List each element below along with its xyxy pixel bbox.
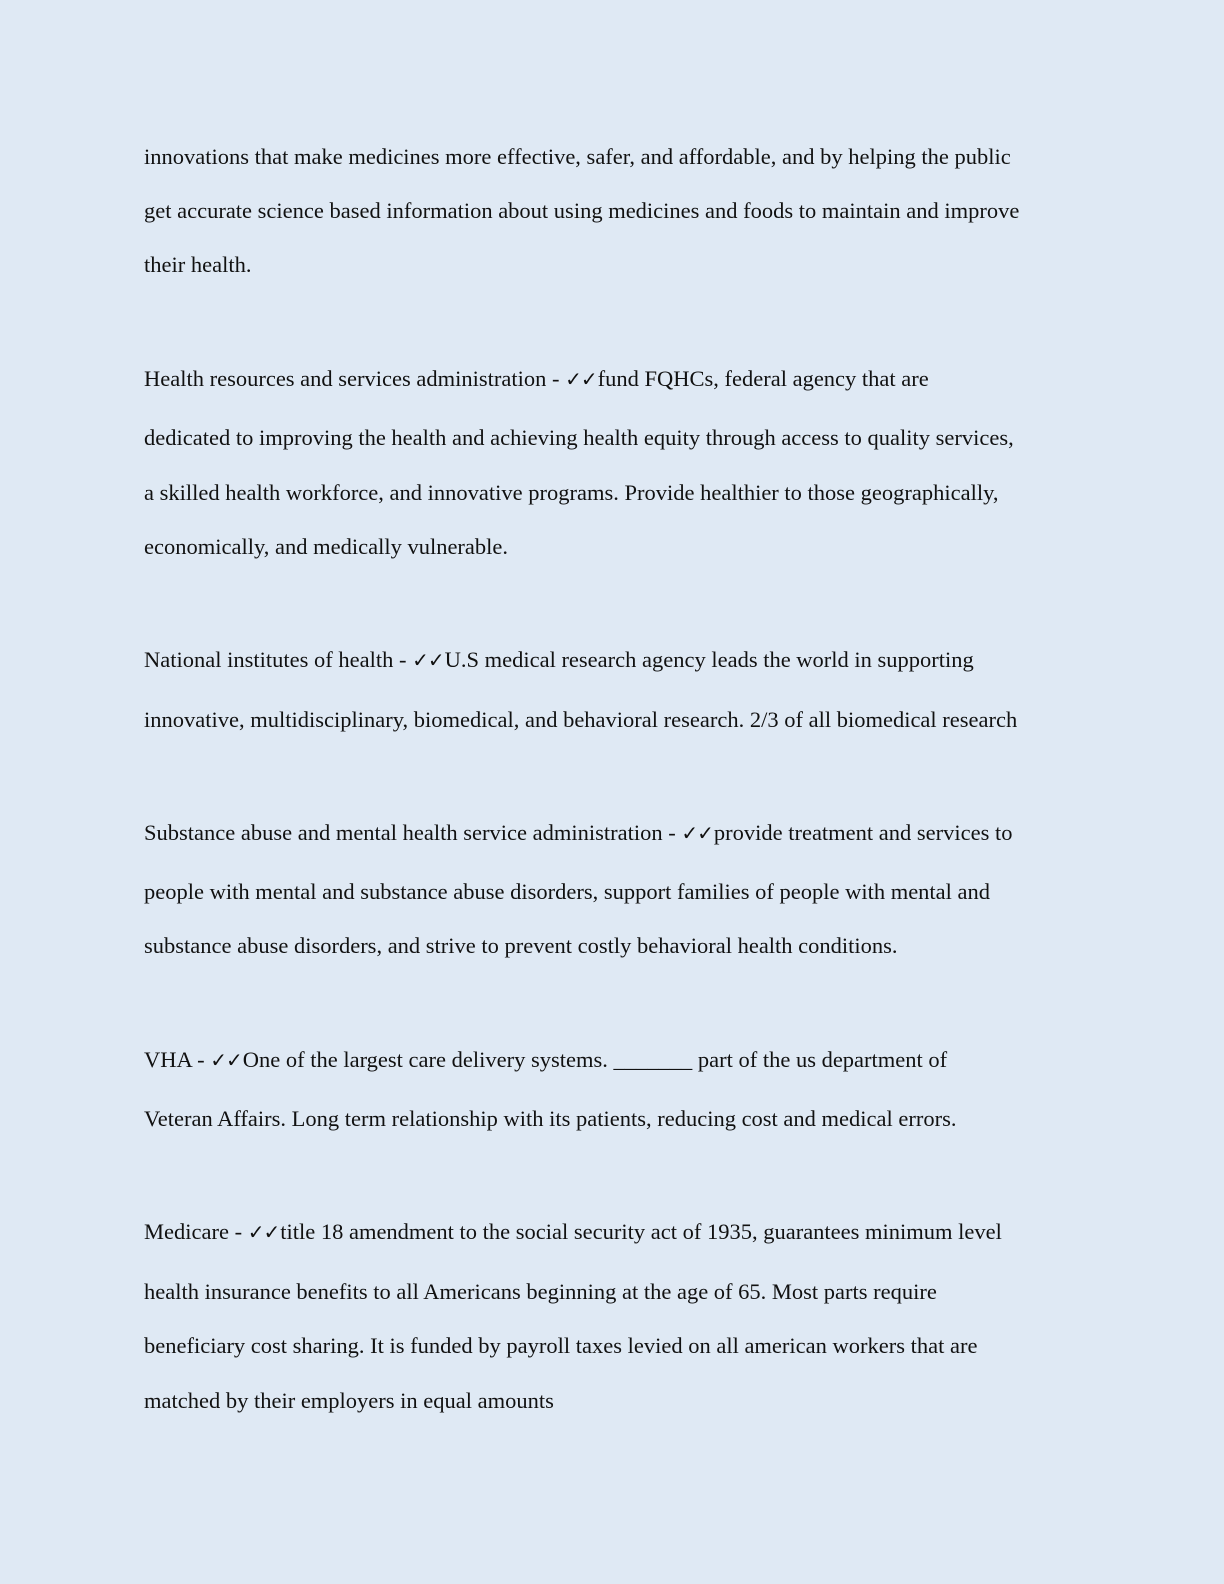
entry-first-line [144,365,929,393]
entry-line: matched by their employers in equal amounts [144,1388,554,1413]
entry-line: Veteran Affairs. Long term relationship with its patients, reducing cost and medical errors. [144,1106,957,1131]
check-icon: ✓✓ [210,1048,242,1072]
entry-definition: provide treatment and services to [713,820,1013,845]
entry-first-line [144,819,1013,847]
entry-term: Medicare - [144,1219,248,1244]
check-icon: ✓✓ [565,367,597,391]
entry-line: a skilled health workforce, and innovative programs. Provide healthier to those geographically, [144,480,999,505]
check-icon: ✓✓ [681,821,713,845]
entry-definition: title 18 amendment to the social security act of 1935, guarantees minimum level [280,1219,1002,1244]
entry-line: substance abuse disorders, and strive to prevent costly behavioral health conditions. [144,933,898,958]
entry-first-line [144,646,974,674]
entry-term: National institutes of health - [144,647,413,672]
entry-first-line [144,1046,947,1074]
intro-line: get accurate science based information about using medicines and foods to maintain and improve [144,198,1020,223]
entry-line: innovative, multidisciplinary, biomedical, and behavioral research. 2/3 of all biomedical research [144,707,1018,732]
entry-line: dedicated to improving the health and achieving health equity through access to quality services, [144,425,1014,450]
entry-line: people with mental and substance abuse disorders, support families of people with mental and [144,879,991,904]
entry-term: VHA - [144,1047,211,1072]
intro-line: innovations that make medicines more effective, safer, and affordable, and by helping the public [144,144,1011,169]
entry-line: health insurance benefits to all Americans beginning at the age of 65. Most parts require [144,1279,937,1304]
entry-line: economically, and medically vulnerable. [144,534,509,559]
intro-line: their health. [144,252,252,277]
check-icon: ✓✓ [247,1220,280,1244]
entry-term: Health resources and services administration - [144,366,566,391]
entry-definition: One of the largest care delivery systems. _______ part of the us department of [242,1047,948,1072]
entry-definition: U.S medical research agency leads the world in supporting [444,647,974,672]
entry-first-line [144,1218,1002,1246]
entry-term: Substance abuse and mental health service administration - [144,820,682,845]
entry-definition: fund FQHCs, federal agency that are [597,366,929,391]
entry-line: beneficiary cost sharing. It is funded by payroll taxes levied on all american workers that are [144,1333,978,1358]
check-icon: ✓✓ [412,648,444,672]
